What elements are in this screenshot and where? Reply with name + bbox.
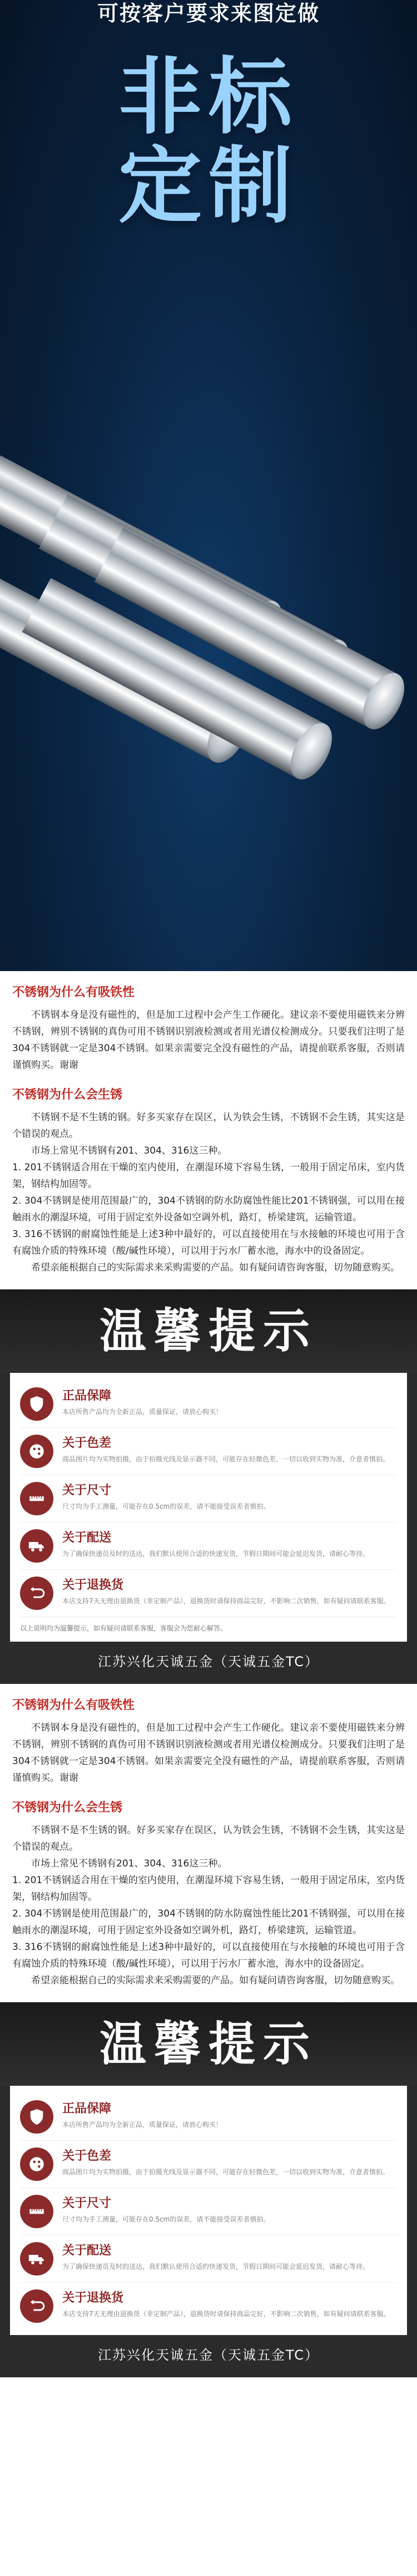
notice-item-title: 关于退换货 <box>62 2291 124 2305</box>
notice-item <box>20 1381 397 1428</box>
hero-title-line2: 定制 <box>118 138 299 235</box>
notice-item <box>20 2141 397 2188</box>
notice-banner-1 <box>0 1289 417 1684</box>
info-block-2 <box>0 1697 417 1989</box>
palette-icon <box>20 2148 53 2181</box>
return-icon <box>20 1577 53 1610</box>
notice-item <box>20 2235 397 2283</box>
notice-item <box>20 2188 397 2235</box>
rust-section-title: 不锈钢为什么会生锈 <box>12 1088 123 1102</box>
rust-section-title: 不锈钢为什么会生锈 <box>12 1801 123 1815</box>
notice-item-title: 正品保障 <box>62 2101 112 2116</box>
stainless-rods-image <box>0 312 417 971</box>
notice-item-title: 关于退换货 <box>62 1578 124 1592</box>
notice-item-desc: 为了确保快递员及时的送达，我们默认使用合适的快递发货，节假日期间可能会延迟发货，请耐心等待。 <box>62 1550 370 1558</box>
notice-item-desc: 本店所售产品均为全新正品，质量保证，请放心购买！ <box>62 1408 223 1416</box>
notice-list <box>10 1373 407 1642</box>
notice-list <box>10 2086 407 2335</box>
rust-point-304: 2. 304不锈钢是使用范围最广的，304不锈钢的防水防腐蚀性能比201不锈钢强，可以用在接触雨水的潮湿环境，可用于固定室外设备如空调外机，路灯，桥梁建筑，运输管道。 <box>12 1908 405 1936</box>
notice-item-title: 关于尺寸 <box>62 1483 112 1498</box>
company-name: 江苏兴化天诚五金（天诚五金TC） <box>97 2347 319 2363</box>
palette-icon <box>20 1435 53 1468</box>
magnet-section-body: 不锈钢本身是没有磁性的，但是加工过程中会产生工作硬化。建议亲不要使用磁铁来分辨不锈钢，辨别不锈钢的真伪可用不锈钢识别液检测或者用光谱仪检测成分。只要我们注明了是304不锈钢就一定是304不锈钢。如果亲需要完全没有磁性的产品，请提前联系客服，否则请谨慎购买。谢谢 <box>12 1722 405 1784</box>
notice-item <box>20 1475 397 1523</box>
notice-item-title: 关于配送 <box>62 2243 112 2258</box>
rust-types: 市场上常见不锈钢有201、304、316这三种。 <box>31 1145 227 1156</box>
rust-advice: 希望亲能根据自己的实际需求来采购需要的产品。如有疑问请咨询客服，切勿随意购买。 <box>31 1975 400 1986</box>
notice-header <box>0 2002 417 2086</box>
shield-icon <box>20 1387 53 1421</box>
notice-item-desc: 本店支持7天无理由退换货（非定制产品），退换货时请保持商品完好，不影响二次销售，如有疑问请联系客服。 <box>62 1597 390 1605</box>
notice-item <box>20 1523 397 1570</box>
ruler-icon <box>20 1482 53 1515</box>
notice-item <box>20 1428 397 1475</box>
notice-item-title: 关于配送 <box>62 1530 112 1545</box>
notice-item <box>20 2094 397 2141</box>
rust-intro: 不锈钢不是不生锈的钢。好多买家存在误区，认为铁会生锈，不锈钢不会生锈，其实这是个错误的观点。 <box>12 1112 405 1140</box>
hero-tagline: 可按客户要求来图定做 <box>97 1 320 26</box>
notice-item-desc: 本店支持7天无理由退换货（非定制产品），退换货时请保持商品完好，不影响二次销售，如有疑问请联系客服。 <box>62 2310 390 2318</box>
info-block-1 <box>0 984 417 1276</box>
company-name: 江苏兴化天诚五金（天诚五金TC） <box>97 1654 319 1669</box>
notice-item-desc: 商品图片均为实物拍摄，由于拍摄光线及显示器不同，可能存在轻微色差，一切以收到实物为准，介意者慎拍。 <box>62 1455 390 1463</box>
return-icon <box>20 2289 53 2323</box>
rust-intro: 不锈钢不是不生锈的钢。好多买家存在误区，认为铁会生锈，不锈钢不会生锈，其实这是个错误的观点。 <box>12 1825 405 1853</box>
magnet-section-title: 不锈钢为什么有吸铁性 <box>12 1698 135 1712</box>
hero-banner <box>0 0 417 971</box>
truck-icon <box>20 2242 53 2275</box>
notice-item-desc: 尺寸均为手工测量，可能存在0.5cm的误差，请不能接受误差者慎拍。 <box>62 2215 270 2223</box>
notice-item-title: 关于尺寸 <box>62 2196 112 2210</box>
notice-item <box>20 1570 397 1617</box>
notice-item-desc: 为了确保快递员及时的送达，我们默认使用合适的快递发货，节假日期间可能会延迟发货，请耐心等待。 <box>62 2263 370 2270</box>
rust-point-201: 1. 201不锈钢适合用在干燥的室内使用，在潮湿环境下容易生锈，一般用于固定吊床，室内货架，钢结构加固等。 <box>12 1162 405 1190</box>
magnet-section-body: 不锈钢本身是没有磁性的，但是加工过程中会产生工作硬化。建议亲不要使用磁铁来分辨不锈钢，辨别不锈钢的真伪可用不锈钢识别液检测或者用光谱仪检测成分。只要我们注明了是304不锈钢就一定是304不锈钢。如果亲需要完全没有磁性的产品，请提前联系客服，否则请谨慎购买。谢谢 <box>12 1009 405 1071</box>
shield-icon <box>20 2100 53 2134</box>
notice-item-title: 正品保障 <box>62 1388 112 1403</box>
notice-title: 温馨提示 <box>99 1303 317 1358</box>
notice-item <box>20 2283 397 2329</box>
rust-point-304: 2. 304不锈钢是使用范围最广的，304不锈钢的防水防腐蚀性能比201不锈钢强，可以用在接触雨水的潮湿环境，可用于固定室外设备如空调外机，路灯，桥梁建筑，运输管道。 <box>12 1195 405 1223</box>
magnet-section-title: 不锈钢为什么有吸铁性 <box>12 986 135 999</box>
hero-title-line1: 非标 <box>118 49 299 146</box>
rust-point-316: 3. 316不锈钢的耐腐蚀性能是上述3种中最好的，可以直接使用在与水接触的环境也可用于含有腐蚀介质的特殊环境（酸/碱性环境），可以用于污水厂蓄水池，海水中的设备固定。 <box>12 1942 405 1969</box>
notice-item-desc: 商品图片均为实物拍摄，由于拍摄光线及显示器不同，可能存在轻微色差，一切以收到实物为准，介意者慎拍。 <box>62 2168 390 2176</box>
rust-types: 市场上常见不锈钢有201、304、316这三种。 <box>31 1858 227 1869</box>
rust-advice: 希望亲能根据自己的实际需求来采购需要的产品。如有疑问请咨询客服，切勿随意购买。 <box>31 1262 400 1273</box>
notice-item-desc: 尺寸均为手工测量，可能存在0.5cm的误差，请不能接受误差者慎拍。 <box>62 1503 270 1510</box>
notice-item-title: 关于色差 <box>62 1436 112 1450</box>
rust-point-316: 3. 316不锈钢的耐腐蚀性能是上述3种中最好的，可以直接使用在与水接触的环境也可用于含有腐蚀介质的特殊环境（酸/碱性环境），可以用于污水厂蓄水池，海水中的设备固定。 <box>12 1229 405 1257</box>
notice-header <box>0 1289 417 1373</box>
notice-item-desc: 本店所售产品均为全新正品，质量保证，请放心购买！ <box>62 2121 223 2129</box>
rust-point-201: 1. 201不锈钢适合用在干燥的室内使用，在潮湿环境下容易生锈，一般用于固定吊床，室内货架，钢结构加固等。 <box>12 1875 405 1903</box>
notice-title: 温馨提示 <box>99 2016 317 2071</box>
ruler-icon <box>20 2195 53 2228</box>
truck-icon <box>20 1529 53 1563</box>
notice-banner-2 <box>0 2002 417 2377</box>
notice-footnote: 以上说明均为温馨提示，如有疑问请联系客服，客服会为您耐心解答。 <box>20 1624 227 1632</box>
notice-item-title: 关于色差 <box>62 2149 112 2163</box>
